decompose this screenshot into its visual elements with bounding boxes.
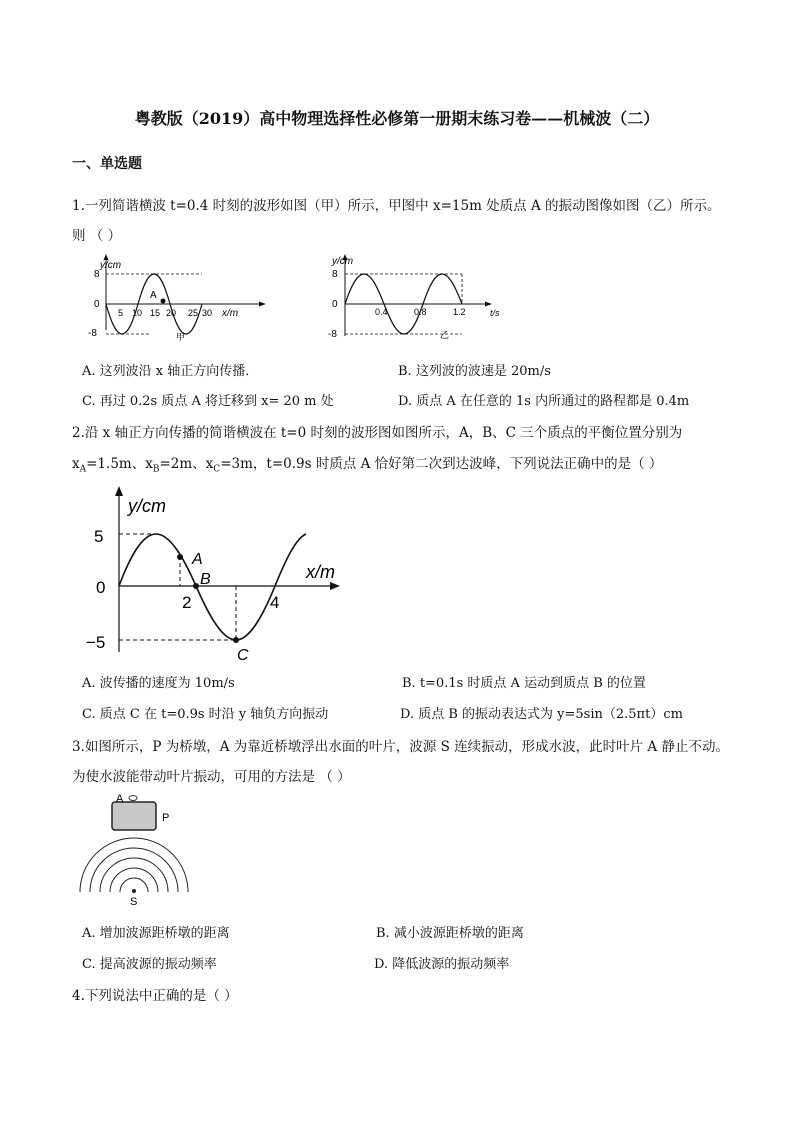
q1-jia-xlabel: x/m bbox=[222, 308, 239, 319]
q1-jia-caption: 甲 bbox=[176, 332, 186, 342]
q2-ybottom: −5 bbox=[86, 633, 106, 652]
q2-option-d[interactable]: D. 质点 B 的振动表达式为 y=5sin（2.5πt）cm bbox=[400, 707, 683, 722]
q1-jia-ylabel: y/cm bbox=[100, 260, 122, 271]
q1-yi-tlabel: t/s bbox=[490, 308, 500, 318]
q3-leaf-label: A bbox=[116, 793, 124, 805]
q2-stem-line1: 2.沿 x 轴正方向传播的简谐横波在 t=0 时刻的波形图如图所示，A，B、C 三个质点的平衡位置分别为 bbox=[72, 425, 683, 441]
q3-option-a[interactable]: A. 增加波源距桥墩的距离 bbox=[82, 926, 230, 941]
q1-yi-ylabel: y/cm bbox=[332, 256, 354, 267]
q1-jia-xtick: 25 bbox=[188, 308, 199, 318]
q1-yi-ttick: 1.2 bbox=[453, 307, 466, 317]
q2-option-b[interactable]: B. t=0.1s 时质点 A 运动到质点 B 的位置 bbox=[402, 676, 646, 691]
q2-yzero: 0 bbox=[96, 578, 106, 597]
q1-jia-xtick: 20 bbox=[166, 308, 177, 318]
q2-point-A: A bbox=[192, 551, 203, 568]
q1-jia-xtick: 30 bbox=[202, 308, 213, 318]
q3-option-d[interactable]: D. 降低波源的振动频率 bbox=[374, 957, 510, 972]
q3-stem-line1: 3.如图所示，P 为桥墩，A 为靠近桥墩浮出水面的叶片，波源 S 连续振动，形成水波，此时叶片 A 静止不动。 bbox=[72, 739, 729, 755]
q3-pier-label: P bbox=[162, 812, 170, 824]
q2-option-a[interactable]: A. 波传播的速度为 10m/s bbox=[82, 676, 235, 691]
q1-figure-jia bbox=[84, 252, 274, 344]
q2-option-c[interactable]: C. 质点 C 在 t=0.9s 时沿 y 轴负方向振动 bbox=[82, 707, 329, 722]
q2-stem-line2: $x_A=1.5m$、$x_B=2m$、$x_C=3m$，t=0.9s 时质点 A 恰好第二次到达波峰，下列说法正确中的是（ ） bbox=[72, 456, 663, 475]
section-heading: 一、单选题 bbox=[72, 156, 142, 172]
q1-yi-yzero: 0 bbox=[332, 299, 338, 310]
q1-option-b[interactable]: B. 这列波的波速是 20m/s bbox=[398, 364, 551, 379]
q1-jia-ytop: 8 bbox=[94, 269, 100, 280]
q4-stem-line1: 4.下列说法中正确的是（ ） bbox=[72, 988, 238, 1004]
page-title: 粤教版（2019）高中物理选择性必修第一册期末练习卷——机械波（二） bbox=[134, 109, 660, 128]
q2-xtick-4: 4 bbox=[270, 593, 280, 612]
q1-yi-ttick: 0.8 bbox=[414, 307, 427, 317]
q1-yi-ybottom: -8 bbox=[328, 329, 337, 340]
q1-figure-yi bbox=[312, 252, 518, 344]
q1-jia-xtick: 15 bbox=[150, 308, 161, 318]
q1-option-d[interactable]: D. 质点 A 在任意的 1s 内所通过的路程都是 0.4m bbox=[398, 394, 690, 409]
q1-stem-line1: 1.一列简谐横波 t=0.4 时刻的波形如图（甲）所示，甲图中 x=15m 处质点 A 的振动图像如图（乙）所示。 bbox=[72, 198, 721, 214]
q2-ytop: 5 bbox=[94, 527, 104, 546]
q3-stem-line2: 为使水波能带动叶片振动，可用的方法是 （ ） bbox=[72, 769, 351, 785]
q2-ylabel: y/cm bbox=[128, 496, 166, 516]
q3-option-c[interactable]: C. 提高波源的振动频率 bbox=[82, 957, 217, 972]
q1-jia-ybottom: -8 bbox=[88, 328, 97, 339]
q1-jia-point-A: A bbox=[150, 290, 157, 301]
q2-xtick-2: 2 bbox=[182, 593, 192, 612]
q1-option-c[interactable]: C. 再过 0.2s 质点 A 将迁移到 x= 20 m 处 bbox=[82, 394, 334, 409]
q3-option-b[interactable]: B. 减小波源距桥墩的距离 bbox=[376, 926, 524, 941]
q2-figure-wave bbox=[86, 486, 356, 664]
q2-xlabel: x/m bbox=[306, 562, 335, 582]
q2-point-B: B bbox=[200, 571, 211, 588]
q1-yi-ytop: 8 bbox=[332, 269, 338, 280]
q1-option-a[interactable]: A. 这列波沿 x 轴正方向传播． bbox=[82, 364, 259, 379]
q3-figure-pier-waves bbox=[76, 788, 196, 908]
q1-jia-xtick: 5 bbox=[118, 308, 124, 318]
q1-yi-ttick: 0.4 bbox=[375, 307, 388, 317]
q1-yi-caption: 乙 bbox=[440, 330, 450, 340]
q3-source-label: S bbox=[130, 896, 138, 908]
q1-stem-line2: 则 （ ） bbox=[72, 228, 122, 244]
q1-jia-yzero: 0 bbox=[94, 299, 100, 310]
q1-jia-xtick: 10 bbox=[132, 308, 143, 318]
q2-point-C: C bbox=[237, 647, 249, 664]
